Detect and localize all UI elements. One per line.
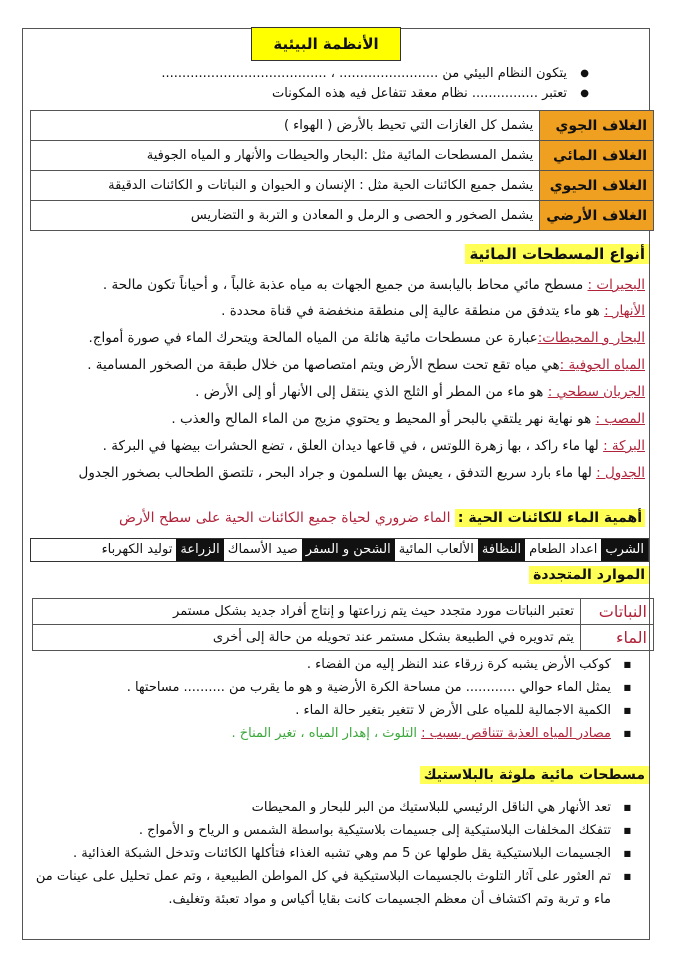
fact-item: ■ يمثل الماء حوالي ............ من مساحة الكرة الأرضية و هو ما يقرب من .......... مساحتها . xyxy=(26,676,631,699)
plastic-item: ■ تتفكك المخلفات البلاستيكية إلى جسيمات بلاستيكية بواسطة الشمس و الرياح و الأمواج . xyxy=(26,819,631,842)
definition-row xyxy=(28,406,645,432)
resource-name: النباتات xyxy=(581,599,654,625)
fact-item: ■ الكمية الاجمالية للمياه على الأرض لا تتغير بتغير حالة الماء . xyxy=(26,699,631,722)
table-row xyxy=(31,111,654,141)
definition-row xyxy=(28,352,645,378)
resource-name: الماء xyxy=(581,625,654,651)
freshwater-label: مصادر المياه العذبة تتناقص بسبب : xyxy=(421,726,611,741)
water-use: الشرب xyxy=(601,539,648,561)
sphere-desc: يشمل المسطحات المائية مثل :البحار والحيطات والأنهار و المياه الجوفية xyxy=(31,141,540,171)
sphere-desc: يشمل كل الغازات التي تحيط بالأرض ( الهواء ) xyxy=(31,111,540,141)
table-row xyxy=(31,141,654,171)
plastic-heading: مسطحات مائية ملوثة بالبلاستيك xyxy=(420,766,649,784)
table-row xyxy=(31,201,654,231)
water-use: النظافة xyxy=(478,539,525,561)
water-use: صيد الأسماك xyxy=(227,542,298,557)
definition-term: الأنهار : xyxy=(604,303,645,319)
freshwater-causes: التلوث ، إهدار المياه ، تغير المناخ . xyxy=(231,726,422,741)
definition-term: البحيرات : xyxy=(587,277,645,293)
sphere-name: الغلاف الجوي xyxy=(540,111,654,141)
table-row xyxy=(31,171,654,201)
definition-row xyxy=(28,325,645,351)
sphere-desc: يشمل جميع الكائنات الحية مثل : الإنسان و الحيوان و النباتات و الكائنات الدقيقة xyxy=(31,171,540,201)
definition-text: هو ماء من المطر أو الثلج الذي ينتقل إلى الأنهار أو إلى الأرض . xyxy=(195,384,548,400)
water-uses-strip xyxy=(30,538,649,562)
sphere-name: الغلاف الحيوي xyxy=(540,171,654,201)
definition-text: مسطح مائي محاط باليابسة من جميع الجهات به مياه عذبة غالباً ، و أحياناً تكون مالحة . xyxy=(102,277,588,293)
renewable-table xyxy=(32,598,654,651)
water-bodies-heading: أنواع المسطحات المائية xyxy=(465,244,649,264)
plastic-list xyxy=(26,796,631,911)
definition-text: عبارة عن مسطحات مائية هائلة من المياه المالحة ويتحرك الماء في صورة أمواج. xyxy=(88,330,538,346)
definition-row xyxy=(28,298,645,324)
plastic-item: ■ الجسيمات البلاستيكية يقل طولها عن 5 مم وهي تشبه الغذاء فتأكلها الكائنات وتدخل الشبكة الغذائية . xyxy=(26,842,631,865)
fact-item xyxy=(26,722,631,745)
water-use: اعداد الطعام xyxy=(529,542,598,557)
water-use: الزراعة xyxy=(176,539,223,561)
intro-list xyxy=(29,64,629,104)
sphere-name: الغلاف الأرضي xyxy=(540,201,654,231)
importance-line xyxy=(119,510,645,526)
page-title: الأنظمة البيئية xyxy=(251,27,401,61)
importance-value: الماء ضروري لحياة جميع الكائنات الحية على سطح الأرض xyxy=(119,510,451,526)
importance-label: أهمية الماء للكائنات الحية : xyxy=(455,509,645,527)
intro-item: ● تعتبر ................ نظام معقد تتفاعل فيه هذه المكونات xyxy=(29,84,589,104)
definition-row xyxy=(28,272,645,298)
sphere-desc: يشمل الصخور و الحصى و الرمل و المعادن و التربة و التضاريس xyxy=(31,201,540,231)
definition-text: هي مياه تقع تحت سطح الأرض ويتم امتصاصها من خلال طبقة من الصخور المسامية . xyxy=(87,357,560,373)
definition-text: هو نهاية نهر يلتقي بالبحر أو المحيط و يحتوي مزيج من الماء المالح والعذب . xyxy=(171,411,596,427)
definition-text: لها ماء راكد ، بها زهرة اللوتس ، في قاعها ديدان العلق ، تضع الحشرات بيضها في البركة . xyxy=(102,438,604,454)
definition-row xyxy=(28,379,645,405)
intro-item: ● يتكون النظام البيئي من ........................ ، ........................................ xyxy=(29,64,589,84)
definition-term: المياه الجوفية : xyxy=(559,357,645,373)
spheres-table xyxy=(30,110,654,231)
table-row xyxy=(33,625,654,651)
water-use: الشحن و السفر xyxy=(302,539,395,561)
definition-term: البركة : xyxy=(603,438,645,454)
definition-term: المصب : xyxy=(595,411,645,427)
water-use: الألعاب المائية xyxy=(398,542,474,557)
plastic-item: ■ تعد الأنهار هي الناقل الرئيسي للبلاستيك من البر للبحار و المحيطات xyxy=(26,796,631,819)
definition-term: البحار و المحيطات: xyxy=(537,330,645,346)
sphere-name: الغلاف المائي xyxy=(540,141,654,171)
resource-desc: يتم تدويره في الطبيعة بشكل مستمر عند تحويله من حالة إلى أخرى xyxy=(33,625,581,651)
table-row xyxy=(33,599,654,625)
water-use: توليد الكهرباء xyxy=(101,542,173,557)
definition-term: الجدول : xyxy=(596,465,645,481)
definition-row xyxy=(28,460,645,486)
fact-item: ■ كوكب الأرض يشبه كرة زرقاء عند النظر إليه من الفضاء . xyxy=(26,653,631,676)
definition-text: هو ماء يتدفق من منطقة عالية إلى منطقة منخفضة في قناة محددة . xyxy=(221,303,605,319)
plastic-item: ■ تم العثور على آثار التلوث بالجسيمات البلاستيكية في كل المواطن الطبيعية ، وتم عمل تحليل على عينات من ماء و تربة وتم اكتشاف أن معظم الجسيمات كانت بقايا أكياس و مواد تعبئة وتغليف. xyxy=(26,865,631,911)
resource-desc: تعتبر النباتات مورد متجدد حيث يتم زراعتها و إنتاج أفراد جديد بشكل مستمر xyxy=(33,599,581,625)
renewable-heading: الموارد المتجددة xyxy=(529,566,649,584)
facts-list xyxy=(26,653,631,745)
definition-text: لها ماء بارد سريع التدفق ، يعيش بها السلمون و جراد البحر ، تلتصق الطحالب بصخور الجدول xyxy=(78,465,597,481)
definition-term: الجريان سطحي : xyxy=(547,384,645,400)
definition-row xyxy=(28,433,645,459)
